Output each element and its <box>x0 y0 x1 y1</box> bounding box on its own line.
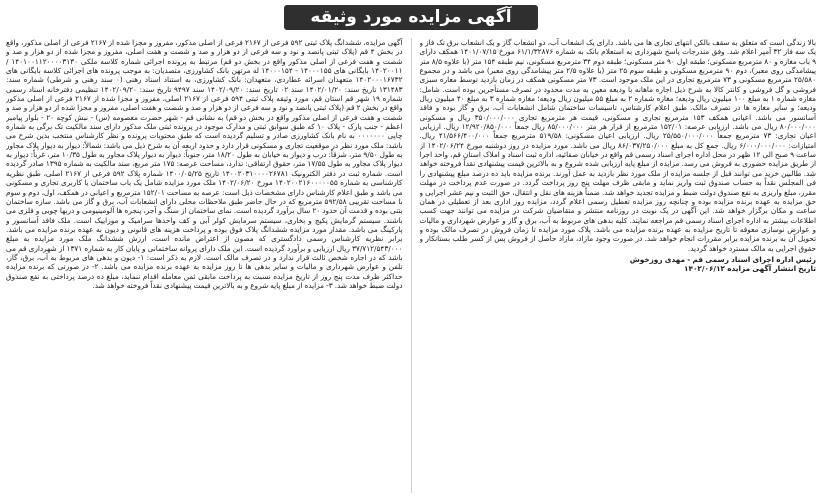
notice-title: آگهی مزایده مورد وثیقه <box>284 5 537 30</box>
signature-official: رئیس اداره اجرای اسناد رسمی قم - مهدی روزخوش <box>629 254 816 264</box>
left-column <box>420 38 817 493</box>
right-column-text: آگهی مزایده، ششدانگ پلاک ثبتی ۵۹۲ فرعی از ۲۱۶۷ فرعی از اصلی مذکور، مفروز و مجزا شده از ۲۱۶۷ فرعی از اصلی مذکور، واقع در بخش ۴ قم (پلاک ثبتی پانصد و نود و سه فرعی از دو هزار و صد و شصت و هفت اصلی، مفروز و مجزا شده از دو هزار و صد و شصت و هفت فرعی از اصلی مذکور واقع در بخش دو قم) مرتبط به پرونده اجرائی شماره کلاسه ملکی ۱۴۰۱۰۰۱۱۲۰۰۰۰۳۱۳۰ / ۱۴۰۲۰۰۱۱ بایگانی های ۱۴۰۰۰۱۵۵ - ۱۴۰۰۰۱۵۴ له مرتهن بانک کشاورزی، متصدیان: به موجب پرونده های اجرائی کلاسه بایگانی های ۱۴۰۲۰۰۰۱۶۷۳۲ متعهدان اسرائه عطاردی، متعهدان: بانک کشاورزی، به استناد اسناد رهنی (۰ سند رهنی و شرطی) شماره سند: ۱۳۱۴۸۳ تاریخ سند: ۱۴۰۲/۰۱/۲۰ سند ۰۲ تاریخ سند: ۱۴۰۲/۰۹/۲۰ سند ۹۴۹۷ تاریخ سند: ۱۴۰۲/۰۹/۲۰ تنظیمی دفترخانه اسناد رسمی شماره ۱۹ شهر قم استان قم، مورد وثیقه پلاک ثبتی ۵۹۴ فرعی از ۲۱۶۷ اصلی، مفروز و مجزا شده از ۲۱۶۷ فرعی از اصلی مذکور واقع در بخش ۲ قم (پلاک ثبتی پانصد و نود و سه فرعی از دو هزار و صد و شصت و هفت اصلی، مفروز و مجزا شده از دو هزار و صد و شصت و هفت فرعی از اصلی مذکور واقع در بخش دو قم) به نشانی قم - شهر حضرت معصومه (س) - نبش کوچه ۲۰ - بلوار پیامبر اعظم - جنب پارک - پلاک ۱۰ که طبق سوابق ثبتی و مدارک موجود در پرونده ثبتی ملک مذکور دارای سند مالکیت تک برگی به شماره چاپی ۰۰۰۰۰۰۰ به نام بانک کشاورزی صادر و تسلیم گردیده است که طبق محتویات پرونده و نظر کارشناس منتخب بدین شرح می باشد: ملک مورد نظر در موقعیت تجاری و مسکونی قرار دارد و حدود اربعه آن به شرح ذیل می باشد: شمالاً: دیوار به دیوار پلاک مجاور به طول ۹/۵۰ متر، شرقاً: درب و دیوار به خیابان به طول ۱۸/۲۰ متر، جنوباً: دیوار به دیوار پلاک مجاور به طول ۱۰/۳۵ متر، غرباً: دیوار به دیوار پلاک مجاور به طول ۱۷/۵۵ متر، حقوق ارتفاقی: ندارد، مساحت عرصه: ۱۷۵ متر مربع، سند مالکیت به شماره ۱۳۹۵ صادر گردیده است. شماره ثبت در دفتر الکترونیک ۱۴۰۰۲۰۳۱۰۰۰۰۲۶۷۸۱ تاریخ ۱۴۰۰/۰۵/۲۵ شماره پلاک ۵۹۲ فرعی از ۲۱۶۷ اصلی، طبق نظریه کارشناسی به شماره ۱۴۰۲۰۰۲۱۶۰۰۰۰۰۵۵ مورخ ۱۴۰۲/۰۶/۲۰ ملک مورد مزایده شامل یک باب ساختمان با کاربری تجاری و مسکونی می باشد و طبق اعلام کارشناس دارای مشخصات ذیل است: عرصه به مساحت ۱۵۲/۰۱ مترمربع و اعیانی در همکف، اول، دوم و سوم با مساحت تقریبی ۵۹۲/۵۸ مترمربع که در حال حاضر طبق ملاحظات محلی دارای انشعابات آب، برق و گاز می باشد. سازه ساختمان بتنی بوده و قدمت آن حدود ۲۰ سال برآورد گردیده است. نمای ساختمان از سنگ و آجر، پنجره ها آلومینیومی و دربها چوبی و فلزی می باشند. سیستم گرمایش پکیج و بخاری، سیستم سرمایش کولر آبی و کف واحدها سرامیک و موزاییک است. ملک فاقد آسانسور و پارکینگ می باشد. مقدار مورد مزایده ششدانگ پلاک فوق بوده و پرداخت هزینه های قانونی و دیون به عهده برنده مزایده می باشد. برابر نظریه کارشناس رسمی دادگستری که مصون از اعتراض مانده است، ارزش ششدانگ ملک مورد مزایده به مبلغ ۳۷/۷۱۲/۵۴۳/۰۰۰ ریال ارزیابی و برآورد گردیده است. این ملک دارای پروانه ساختمانی و پایان کار به شماره ۱۳۷۱ از شهرداری قم می باشد که در اجاره شخص ثالث قرار ندارد و در تصرف مالک است. لازم به ذکر است: ۱- دیون و بدهی های مربوط به آب، برق، گاز، تلفن و عوارض شهرداری و مالیات و سایر بدهی ها تا روز مزایده به عهده برنده مزایده می باشد. ۲- در صورتی که برنده مزایده حداکثر ظرف مدت پنج روز از تاریخ مزایده نسبت به پرداخت مابقی ثمن معامله اقدام ننماید، مبلغ ده درصد پرداختی به نفع صندوق دولت ضبط خواهد شد. ۳- مزایده از مبلغ پایه شروع و به بالاترین قیمت پیشنهادی نقداً فروخته خواهد شد. <box>6 38 403 290</box>
right-column <box>6 38 403 493</box>
column-divider <box>411 38 412 493</box>
title-band <box>0 0 822 34</box>
signature-block <box>420 255 817 274</box>
notice-body <box>6 38 816 493</box>
left-column-text: بالا زندگی است که متعلق به سقف بالکن انتهای تجاری ها می باشد. دارای یک انشعاب آب، دو انشعاب گاز و یک انشعاب برق تک فاز و یک سه فاز ۳۲ آمپر اعلام شد. وفق مندرجات پاسخ شهرداری به استعلام بانک به شماره ۶۱/۱/۳۲۸۷۶ مورخ ۱۴۰۱/۰۷/۱۵ همکف دارای ۹ باب مغازه و ۸۰ مترمربع مسکونی؛ طبقه اول ۹۰ متر مسکونی؛ طبقه دوم ۳۴ مترمربع مسکونی، نیم طبقه ۱۵۴ متر (با علاوه ۸/۵ متر پیشامدگی روی معبر)، دوم ۹۰ مترمربع مسکونی و طبقه سوم ۲۵ متر (با علاوه ۲/۵ متر پیشامدگی روی معبر) می باشد و در مجموع ۲۵/۵۸۰ مترمربع مسکونی و ۷۳ مترمربع تجاری در این ملک موجود است. ۷۳ متر مسکونی همکف در زمان بازدید توسط معاره سبزی فروشی و گل فروشی و کانتر کالا به شرح ذیل اجاره ماهانه با ودیعه معین به مدت محدود در تصرف مستأجرین بوده است. شامل: مغازه شماره ۱ به مبلغ ۱۰۰ میلیون ریال ودیعه؛ مغازه شماره ۲ به مبلغ ۵۵ میلیون ریال ودیعه؛ مغازه شماره ۳ به مبلغ ۴۰ میلیون ریال ودیعه؛ و سایر مغازه ها در تصرف مالک. طبق اعلام کارشناس، تاسیسات ساختمان شامل انشعابات آب، برق و گاز بوده و فاقد آسانسور می باشد. اعیانی همکف ۱۵۳ مترمربع تجاری و مسکونی، قیمت هر مترمربع تجاری ۳۵۰/۰۰۰/۰۰۰ ریال و مسکونی ۸۰/۰۰۰/۰۰۰ ریال می باشد. ارزیابی عرصه: ۱۵۲/۰۱ مترمربع از قرار هر متر ۸۵/۰۰۰/۰۰۰ ریال جمعاً ۱۲/۹۲۰/۸۵۰/۰۰۰ ریال. ارزیابی اعیان تجاری: ۷۳ مترمربع جمعاً ۲۵/۵۵۰/۰۰۰/۰۰۰ ریال. ارزیابی اعیان مسکونی: ۵۱۹/۵۸ مترمربع جمعاً ۴۱/۵۶۶/۴۰۰/۰۰۰ ریال. امتیازات: ۶/۰۰۰/۰۰۰/۰۰۰ ریال. جمع کل به مبلغ ۸۶/۰۳۷/۲۵۰/۰۰۰ ریال می باشد. مورد مزایده در روز دوشنبه مورخ ۱۴۰۲/۰۶/۲۴ از ساعت ۹ صبح الی ۱۲ ظهر در محل اداره اجرای اسناد رسمی قم واقع در خیابان صفائیه، اداره ثبت اسناد و املاک استان قم، واحد اجرا از طریق مزایده حضوری به فروش می رسد. مزایده از مبلغ پایه ارزیابی شده شروع و به بالاترین قیمت پیشنهادی نقداً فروخته خواهد شد. طالبین خرید می توانند قبل از جلسه مزایده از ملک مورد نظر بازدید به عمل آورند. برنده مزایده باید ده درصد مبلغ پیشنهادی را فی المجلس نقداً به حساب صندوق ثبت واریز نماید و مابقی ظرف مهلت پنج روز پرداخت گردد. در صورت عدم پرداخت در مهلت مقرر، مبلغ واریزی به نفع صندوق دولت ضبط و مزایده تجدید خواهد شد. ضمناً هزینه های نقل و انتقال، حق الثبت و نیم عشر اجرایی و حق مزایده به عهده برنده مزایده بوده و چنانچه روز مزایده تعطیل رسمی اعلام گردد، مزایده روز اداری بعد از تعطیلی در همان ساعت و مکان برگزار خواهد شد. این آگهی در یک نوبت در روزنامه منتشر و متقاضیان شرکت در مزایده می توانند جهت کسب اطلاعات بیشتر به اداره اجرای اسناد رسمی قم مراجعه نمایند. کلیه بدهی های مربوط به آب، برق و گاز و عوارض شهرداری و مالیات و عوارض نوسازی معوقه تا تاریخ مزایده به عهده برنده مزایده می باشد. پلاک مورد مزایده تا زمان فروش در تصرف مالک بوده و تحویل آن به برنده مزایده برابر مقررات انجام خواهد شد. در صورت وجود مازاد، مازاد حاصل از فروش پس از کسر طلب بستانکار و حقوق اجرایی به مالک مسترد خواهد گردید. <box>419 38 816 253</box>
publication-date: تاریخ انتشار آگهی مزایده ۱۴۰۲/۰۶/۱۲ <box>684 264 816 274</box>
